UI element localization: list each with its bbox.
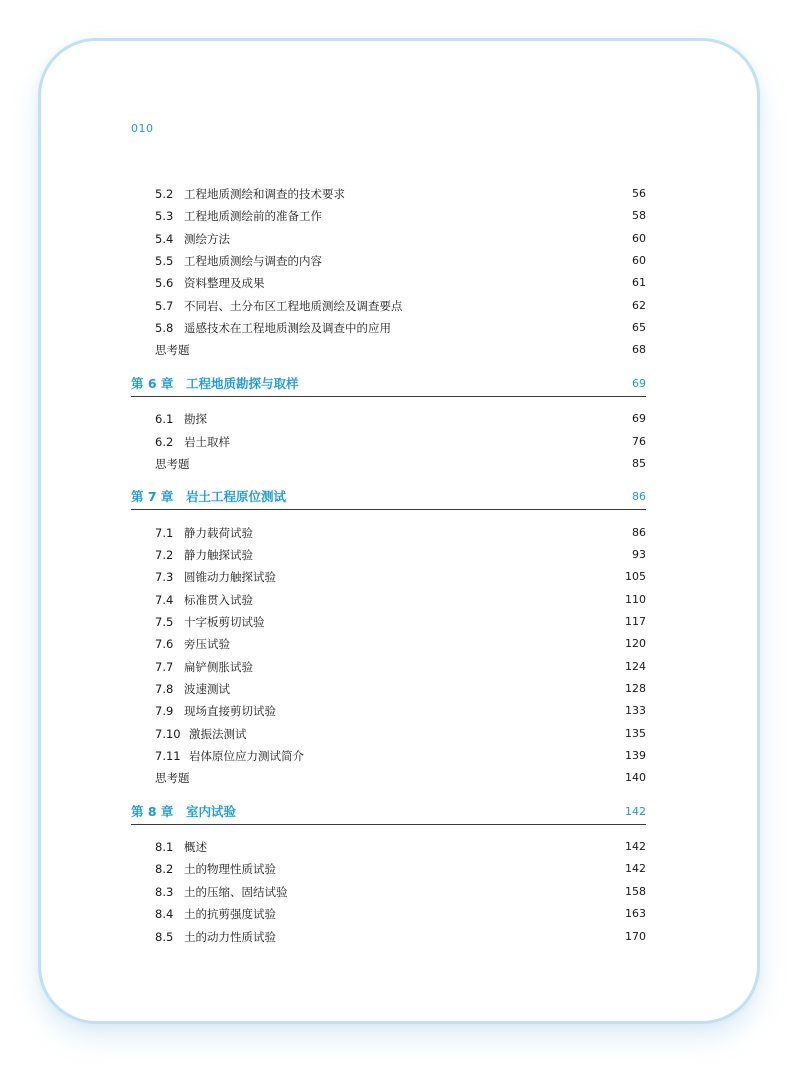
- section-number: 7.2: [155, 547, 174, 562]
- toc-entry[interactable]: [0, 297, 800, 315]
- toc-entry[interactable]: [0, 747, 800, 765]
- entry-page-number: 60: [632, 254, 646, 268]
- entry-title: 思考题: [155, 771, 190, 786]
- toc-entry[interactable]: [0, 410, 800, 428]
- questions-entry[interactable]: [0, 341, 800, 359]
- toc-entry[interactable]: [0, 883, 800, 901]
- entry-page-number: 65: [632, 321, 646, 335]
- toc-entry[interactable]: [0, 252, 800, 270]
- entry-page-number: 61: [632, 276, 646, 290]
- toc-entry[interactable]: [0, 274, 800, 292]
- section-number: 7.1: [155, 525, 174, 540]
- section-number: 7.8: [155, 682, 174, 696]
- entry-page-number: 110: [625, 592, 646, 606]
- entry-title: 遥感技术在工程地质测绘及调查中的应用: [184, 321, 391, 336]
- chapter-title: 工程地质勘探与取样: [186, 375, 299, 391]
- entry-page-number: 76: [632, 434, 646, 448]
- toc-entry[interactable]: [0, 635, 800, 653]
- section-number: 5.3: [155, 209, 174, 224]
- entry-page-number: 133: [625, 704, 646, 718]
- chapter-title: 岩土工程原位测试: [186, 489, 287, 505]
- toc-entry[interactable]: [0, 725, 800, 743]
- entry-page-number: 105: [625, 570, 646, 584]
- section-number: 7.3: [155, 570, 174, 585]
- entry-page-number: 163: [625, 907, 646, 921]
- chapter-heading[interactable]: [131, 802, 646, 825]
- entry-page-number: 86: [632, 525, 646, 539]
- chapter-label: 第 7 章: [131, 489, 174, 505]
- entry-page-number: 124: [625, 659, 646, 673]
- entry-title: 概述: [184, 840, 207, 855]
- toc-entry[interactable]: [0, 230, 800, 248]
- entry-title: 土的物理性质试验: [184, 862, 276, 877]
- chapter-heading[interactable]: [131, 487, 646, 510]
- toc-entry[interactable]: [0, 319, 800, 337]
- entry-page-number: 142: [625, 862, 646, 876]
- entry-page-number: 69: [632, 412, 646, 426]
- toc-entry[interactable]: [0, 591, 800, 609]
- toc-entry[interactable]: [0, 433, 800, 451]
- section-number: 5.4: [155, 231, 174, 246]
- entry-page-number: 56: [632, 187, 646, 200]
- section-number: 5.6: [155, 276, 174, 291]
- entry-title: 勘探: [184, 412, 207, 427]
- chapter-page-number: 69: [632, 376, 646, 390]
- entry-title: 土的抗剪强度试验: [184, 907, 276, 922]
- entry-page-number: 139: [625, 749, 646, 763]
- section-number: 6.1: [155, 412, 174, 427]
- entry-page-number: 85: [632, 456, 646, 470]
- toc-entry[interactable]: [0, 658, 800, 676]
- entry-page-number: 68: [632, 343, 646, 357]
- entry-title: 工程地质测绘前的准备工作: [184, 209, 322, 224]
- chapter-title: 室内试验: [186, 803, 237, 819]
- toc-entry[interactable]: [0, 905, 800, 923]
- chapter-label: 第 6 章: [131, 375, 174, 391]
- entry-title: 不同岩、土分布区工程地质测绘及调查要点: [184, 298, 403, 313]
- entry-page-number: 140: [625, 771, 646, 785]
- entry-title: 旁压试验: [184, 637, 230, 652]
- page-number: 010: [131, 122, 154, 135]
- toc-entry[interactable]: [0, 702, 800, 720]
- entry-title: 岩体原位应力测试简介: [189, 749, 304, 764]
- questions-entry[interactable]: [0, 455, 800, 473]
- chapter-label: 第 8 章: [131, 803, 174, 819]
- entry-page-number: 93: [632, 547, 646, 561]
- entry-title: 土的动力性质试验: [184, 929, 276, 944]
- entry-title: 测绘方法: [184, 231, 230, 246]
- entry-title: 思考题: [155, 343, 190, 358]
- toc-entry[interactable]: [0, 613, 800, 631]
- section-number: 5.7: [155, 298, 174, 313]
- section-number: 8.2: [155, 862, 174, 877]
- section-number: 7.11: [155, 749, 181, 764]
- entry-page-number: 62: [632, 298, 646, 312]
- entry-page-number: 142: [625, 840, 646, 854]
- entry-title: 标准贯入试验: [184, 592, 253, 607]
- entry-page-number: 158: [625, 884, 646, 898]
- entry-page-number: 60: [632, 231, 646, 245]
- entry-title: 岩土取样: [184, 434, 230, 449]
- entry-title: 静力触探试验: [184, 547, 253, 562]
- section-number: 7.7: [155, 659, 174, 674]
- toc-entry[interactable]: [0, 524, 800, 542]
- entry-page-number: 128: [625, 682, 646, 695]
- toc-entry[interactable]: [0, 568, 800, 586]
- entry-title: 激振法测试: [189, 726, 247, 741]
- entry-page-number: 117: [625, 614, 646, 628]
- entry-page-number: 58: [632, 209, 646, 223]
- questions-entry[interactable]: [0, 769, 800, 787]
- section-number: 7.5: [155, 614, 174, 629]
- toc-entry[interactable]: [0, 185, 800, 203]
- toc-entry[interactable]: [0, 546, 800, 564]
- toc-entry[interactable]: [0, 838, 800, 856]
- entry-title: 十字板剪切试验: [184, 614, 265, 629]
- entry-page-number: 135: [625, 726, 646, 740]
- chapter-page-number: 142: [625, 804, 646, 818]
- section-number: 7.10: [155, 726, 181, 741]
- chapter-heading[interactable]: [131, 374, 646, 397]
- entry-title: 土的压缩、固结试验: [184, 884, 288, 899]
- entry-title: 扁铲侧胀试验: [184, 659, 253, 674]
- section-number: 5.8: [155, 321, 174, 336]
- toc-entry[interactable]: [0, 680, 800, 698]
- entry-title: 资料整理及成果: [184, 276, 265, 291]
- section-number: 5.2: [155, 187, 174, 201]
- entry-title: 工程地质测绘与调查的内容: [184, 254, 322, 269]
- section-number: 5.5: [155, 254, 174, 269]
- entry-title: 思考题: [155, 456, 190, 471]
- section-number: 8.5: [155, 929, 174, 944]
- section-number: 7.6: [155, 637, 174, 652]
- entry-page-number: 170: [625, 929, 646, 943]
- entry-title: 工程地质测绘和调查的技术要求: [184, 187, 345, 201]
- toc-entry[interactable]: [0, 207, 800, 225]
- section-number: 6.2: [155, 434, 174, 449]
- toc-entry[interactable]: [0, 860, 800, 878]
- section-number: 8.4: [155, 907, 174, 922]
- entry-title: 圆锥动力触探试验: [184, 570, 276, 585]
- entry-title: 现场直接剪切试验: [184, 704, 276, 719]
- entry-title: 波速测试: [184, 682, 230, 696]
- section-number: 7.9: [155, 704, 174, 719]
- entry-title: 静力载荷试验: [184, 525, 253, 540]
- section-number: 8.1: [155, 840, 174, 855]
- toc-entry[interactable]: [0, 928, 800, 946]
- entry-page-number: 120: [625, 637, 646, 651]
- chapter-page-number: 86: [632, 490, 646, 504]
- section-number: 8.3: [155, 884, 174, 899]
- section-number: 7.4: [155, 592, 174, 607]
